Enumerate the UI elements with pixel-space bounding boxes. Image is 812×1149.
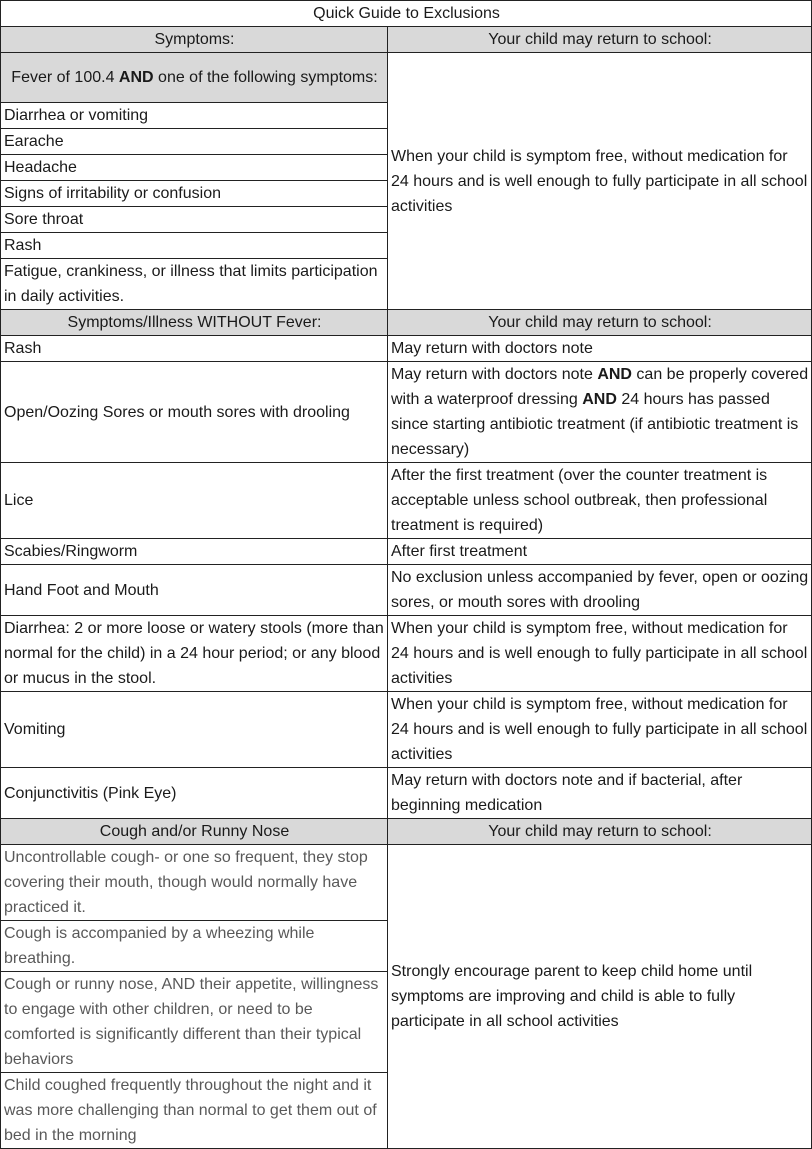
section2-header-row [1, 310, 812, 336]
section1-header-left: Symptoms: [1, 27, 388, 53]
illness-cell: Scabies/Ringworm [1, 539, 388, 565]
return-cell: When your child is symptom free, without medication for 24 hours and is well enough to fully participate in all school activities [388, 616, 812, 692]
section3-header-row [1, 819, 812, 845]
section1-header-row [1, 27, 812, 53]
illness-cell: Conjunctivitis (Pink Eye) [1, 768, 388, 819]
illness-cell: Vomiting [1, 692, 388, 768]
section3-header-left: Cough and/or Runny Nose [1, 819, 388, 845]
symptom-cell: Rash [1, 233, 388, 259]
table-row [1, 692, 812, 768]
symptom-cell: Sore throat [1, 207, 388, 233]
illness-cell: Hand Foot and Mouth [1, 565, 388, 616]
table-row [1, 362, 812, 463]
symptom-cell: Signs of irritability or confusion [1, 181, 388, 207]
table-row [1, 539, 812, 565]
illness-cell: Diarrhea: 2 or more loose or watery stools (more than normal for the child) in a 24 hour period; or any blood or mucus in the stool. [1, 616, 388, 692]
return-cell: When your child is symptom free, without medication for 24 hours and is well enough to fully participate in all school activities [388, 692, 812, 768]
section1-return: When your child is symptom free, without medication for 24 hours and is well enough to fully participate in all school activities [388, 53, 812, 310]
return-cell: After first treatment [388, 539, 812, 565]
section1-header-right: Your child may return to school: [388, 27, 812, 53]
table-title: Quick Guide to Exclusions [1, 1, 812, 27]
return-cell: After the first treatment (over the counter treatment is acceptable unless school outbreak, then professional treatment is required) [388, 463, 812, 539]
symptom-cell: Diarrhea or vomiting [1, 103, 388, 129]
section3-return: Strongly encourage parent to keep child home until symptoms are improving and child is able to fully participate in all school activities [388, 845, 812, 1149]
illness-cell: Open/Oozing Sores or mouth sores with drooling [1, 362, 388, 463]
cough-item: Cough is accompanied by a wheezing while breathing. [1, 921, 388, 972]
section3-header-right: Your child may return to school: [388, 819, 812, 845]
section2-header-right: Your child may return to school: [388, 310, 812, 336]
illness-cell: Lice [1, 463, 388, 539]
table-row [1, 565, 812, 616]
symptom-cell: Fatigue, crankiness, or illness that limits participation in daily activities. [1, 259, 388, 310]
cough-item: Child coughed frequently throughout the night and it was more challenging than normal to get them out of bed in the morning [1, 1073, 388, 1149]
fever-criteria: Fever of 100.4 AND one of the following symptoms: [1, 53, 388, 103]
title-row [1, 1, 812, 27]
cough-item: Uncontrollable cough- or one so frequent, they stop covering their mouth, though would normally have practiced it. [1, 845, 388, 921]
table-row [1, 463, 812, 539]
symptom-cell: Earache [1, 129, 388, 155]
symptom-cell: Headache [1, 155, 388, 181]
table-row [1, 616, 812, 692]
illness-cell: Rash [1, 336, 388, 362]
return-cell: May return with doctors note AND can be properly covered with a waterproof dressing AND 24 hours has passed since starting antibiotic treatment (if antibiotic treatment is necessary) [388, 362, 812, 463]
cough-item: Cough or runny nose, AND their appetite, willingness to engage with other children, or need to be comforted is significantly different than their typical behaviors [1, 972, 388, 1073]
section2-header-left: Symptoms/Illness WITHOUT Fever: [1, 310, 388, 336]
fever-row [1, 53, 812, 103]
return-cell: No exclusion unless accompanied by fever, open or oozing sores, or mouth sores with drooling [388, 565, 812, 616]
table-row [1, 768, 812, 819]
return-cell: May return with doctors note [388, 336, 812, 362]
table-row [1, 336, 812, 362]
table-row [1, 845, 812, 921]
return-cell: May return with doctors note and if bacterial, after beginning medication [388, 768, 812, 819]
